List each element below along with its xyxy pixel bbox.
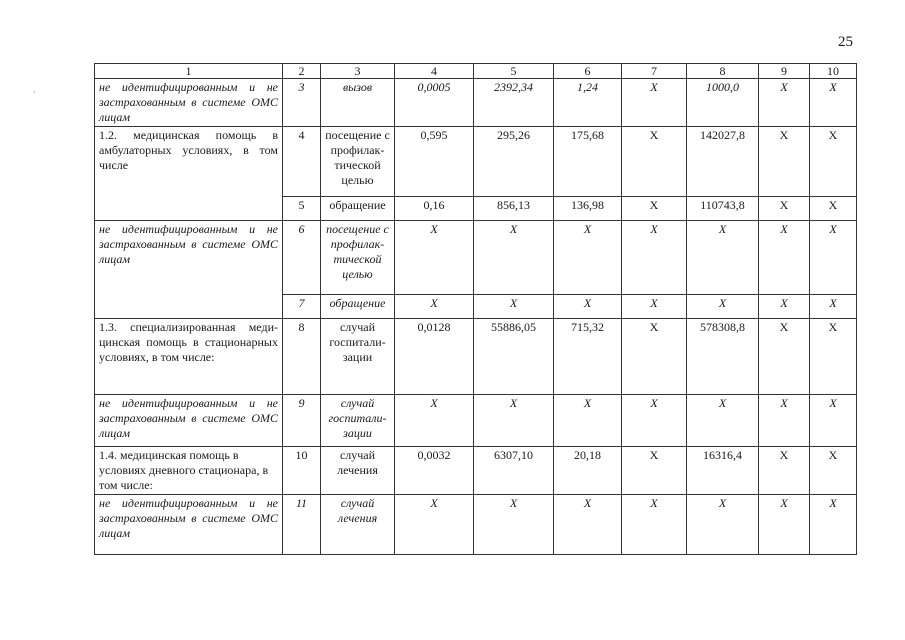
value-cell: X [810,319,857,395]
value-cell: X [554,495,622,555]
value-cell: 175,68 [554,127,622,197]
value-cell: X [759,221,810,295]
value-cell: X [759,447,810,495]
value-cell: X [759,127,810,197]
header-cell: 7 [622,64,687,79]
value-cell: X [759,79,810,127]
value-cell: X [810,295,857,319]
unit-cell: вызов [321,79,395,127]
row-name: не идентифицированным и не застрахованным в системе ОМС лицам [95,79,283,127]
row-name: не идентифицированным и не застрахованным в системе ОМС лицам [95,221,283,319]
value-cell: X [474,221,554,295]
row-name: 1.3. специализированная меди-цинская помощь в стационарных условиях, в том числе: [95,319,283,395]
value-cell: X [395,495,474,555]
value-cell: 0,595 [395,127,474,197]
row-number: 11 [283,495,321,555]
unit-cell: посещение с профилак-тической целью [321,127,395,197]
row-number: 10 [283,447,321,495]
value-cell: X [687,295,759,319]
value-cell: 110743,8 [687,197,759,221]
value-cell: 0,0128 [395,319,474,395]
value-cell: 2392,34 [474,79,554,127]
value-cell: X [622,79,687,127]
header-cell: 8 [687,64,759,79]
value-cell: X [554,221,622,295]
table-row [95,79,857,127]
value-cell: X [622,197,687,221]
value-cell: X [622,447,687,495]
header-cell: 6 [554,64,622,79]
value-cell: X [759,197,810,221]
value-cell: 1,24 [554,79,622,127]
value-cell: X [687,395,759,447]
unit-cell: случай лечения [321,495,395,555]
header-cell: 3 [321,64,395,79]
value-cell: X [810,197,857,221]
header-row [95,64,857,79]
header-cell: 2 [283,64,321,79]
table-row [95,221,857,295]
value-cell: 6307,10 [474,447,554,495]
unit-cell: посещение с профилак-тической целью [321,221,395,295]
value-cell: X [622,395,687,447]
value-cell: X [759,295,810,319]
value-cell: 0,16 [395,197,474,221]
value-cell: X [810,79,857,127]
value-cell: X [622,221,687,295]
row-name: не идентифицированным и не застрахованным в системе ОМС лицам [95,495,283,555]
table-row [95,447,857,495]
value-cell: X [554,295,622,319]
table-row [95,127,857,197]
value-cell: X [810,447,857,495]
scan-dot: · [33,88,36,97]
page-number: 25 [838,34,853,50]
value-cell: 0,0032 [395,447,474,495]
value-cell: 295,26 [474,127,554,197]
row-number: 7 [283,295,321,319]
value-cell: X [395,395,474,447]
value-cell: X [810,221,857,295]
unit-cell: случай госпитали-зации [321,319,395,395]
value-cell: 1000,0 [687,79,759,127]
row-number: 9 [283,395,321,447]
row-number: 6 [283,221,321,295]
header-cell: 5 [474,64,554,79]
value-cell: 0,0005 [395,79,474,127]
value-cell: X [622,495,687,555]
value-cell: X [395,221,474,295]
value-cell: 578308,8 [687,319,759,395]
value-cell: 142027,8 [687,127,759,197]
row-name: не идентифицированным и не застрахованным в системе ОМС лицам [95,395,283,447]
header-cell: 10 [810,64,857,79]
value-cell: X [622,295,687,319]
row-name: 1.2. медицинская помощь в амбулаторных условиях, в том числе [95,127,283,221]
value-cell: X [474,395,554,447]
header-cell: 4 [395,64,474,79]
row-number: 5 [283,197,321,221]
value-cell: X [810,127,857,197]
header-cell: 1 [95,64,283,79]
unit-cell: обращение [321,197,395,221]
value-cell: 20,18 [554,447,622,495]
row-number: 3 [283,79,321,127]
header-cell: 9 [759,64,810,79]
value-cell: X [474,295,554,319]
value-cell: X [759,395,810,447]
value-cell: X [810,495,857,555]
value-cell: X [759,495,810,555]
value-cell: X [554,395,622,447]
value-cell: X [474,495,554,555]
row-number: 8 [283,319,321,395]
value-cell: X [395,295,474,319]
value-cell: 856,13 [474,197,554,221]
value-cell: X [687,221,759,295]
unit-cell: случай госпитали-зации [321,395,395,447]
value-cell: X [622,127,687,197]
table-row [95,395,857,447]
value-cell: X [759,319,810,395]
table-row [95,495,857,555]
value-cell: X [810,395,857,447]
value-cell: 16316,4 [687,447,759,495]
table-row [95,319,857,395]
row-number: 4 [283,127,321,197]
row-name: 1.4. медицинская помощь в условиях дневного стационара, в том числе: [95,447,283,495]
unit-cell: обращение [321,295,395,319]
value-cell: 715,32 [554,319,622,395]
value-cell: X [622,319,687,395]
unit-cell: случай лечения [321,447,395,495]
value-cell: X [687,495,759,555]
value-cell: 136,98 [554,197,622,221]
medical-care-table [94,63,857,555]
value-cell: 55886,05 [474,319,554,395]
